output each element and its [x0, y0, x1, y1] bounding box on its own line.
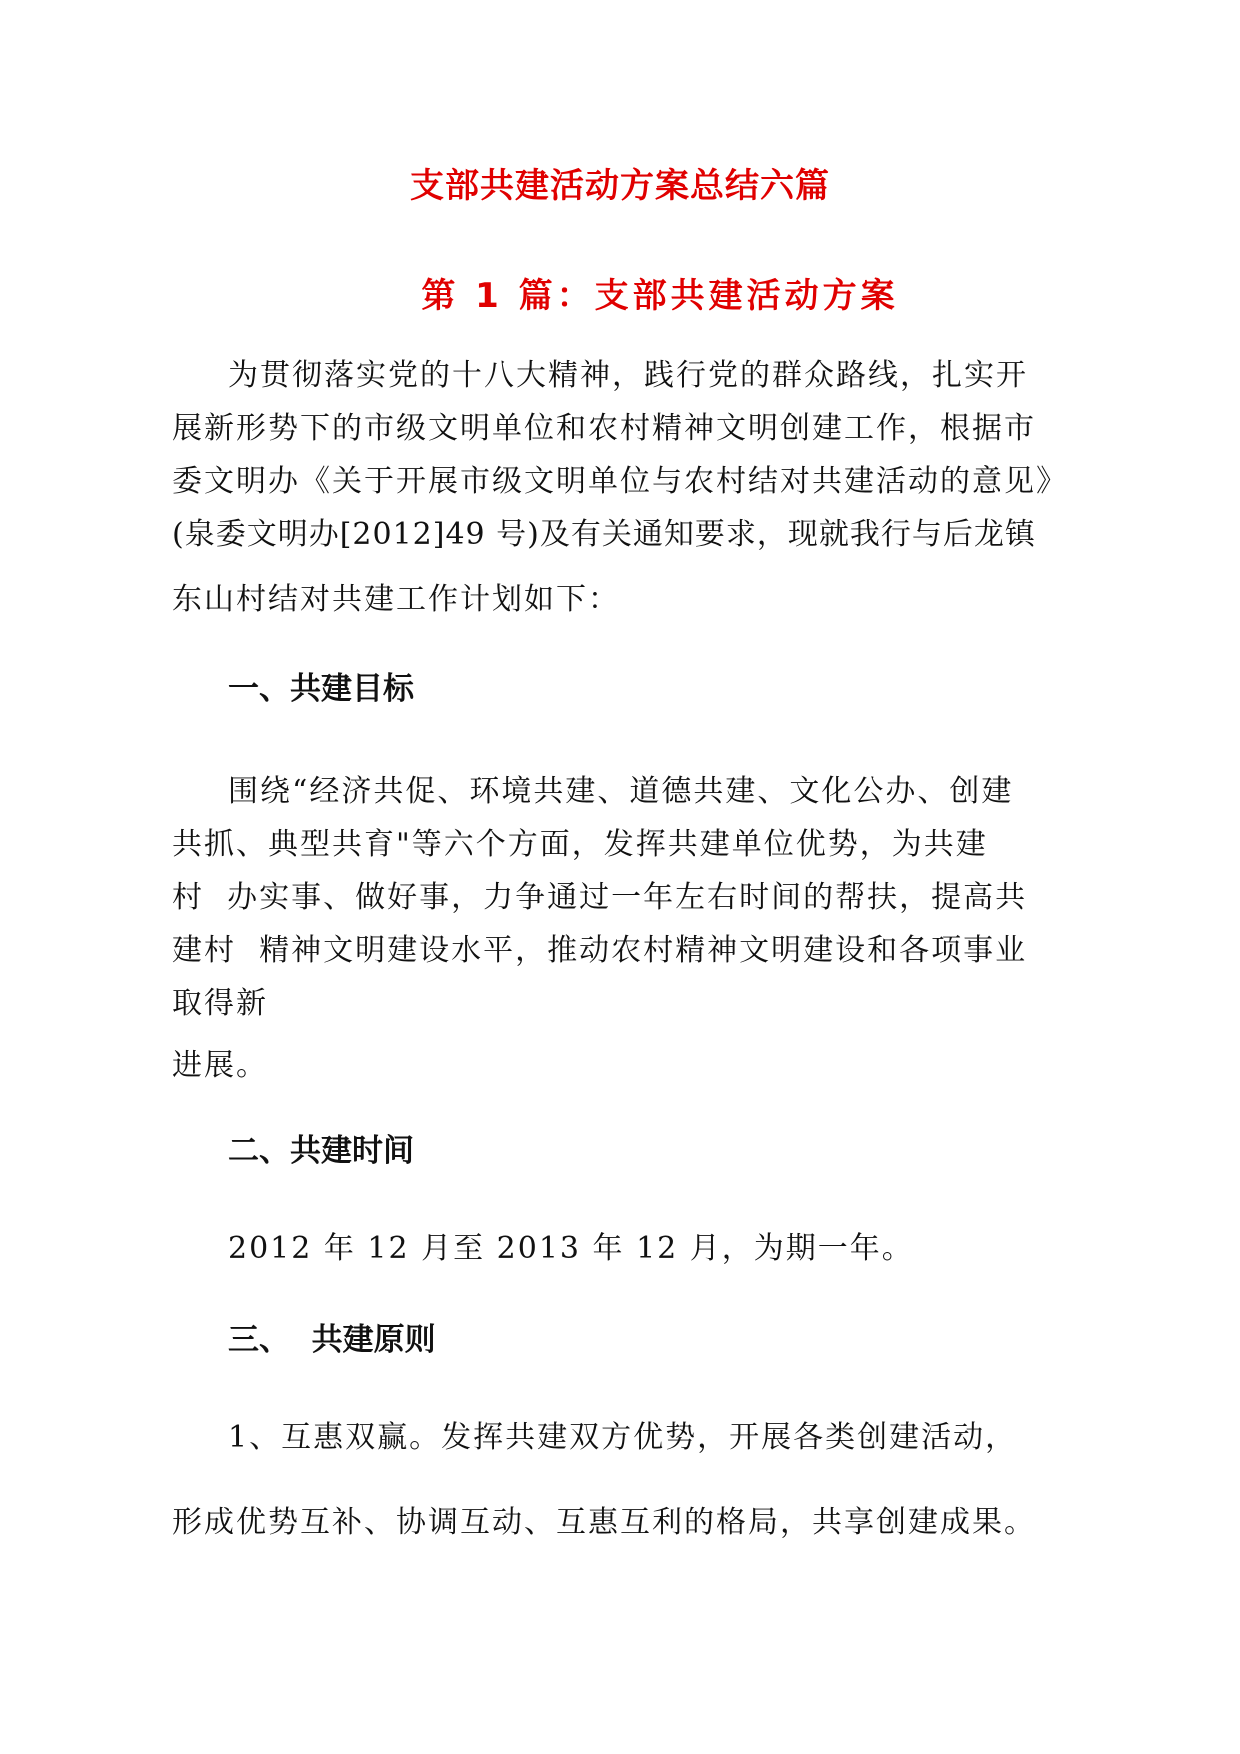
paragraph-line: 建村 精神文明建设水平，推动农村精神文明建设和各项事业 [172, 933, 1028, 968]
paragraph-line: 取得新 [172, 986, 268, 1021]
paragraph-line: 东山村结对共建工作计划如下： [172, 582, 620, 617]
section-title: 第 1 篇：支部共建活动方案 [421, 276, 899, 316]
paragraph-line: 围绕“经济共促、环境共建、道德共建、文化公办、创建 [228, 774, 1014, 809]
section-heading: 二、共建时间 [228, 1133, 414, 1169]
paragraph-line: 2012 年 12 月至 2013 年 12 月，为期一年。 [228, 1231, 914, 1266]
section-heading: 三、 共建原则 [228, 1322, 436, 1358]
paragraph-line: 委文明办《关于开展市级文明单位与农村结对共建活动的意见》 [172, 464, 1068, 499]
paragraph-line: 形成优势互补、协调互动、互惠互利的格局，共享创建成果。 [172, 1505, 1036, 1540]
paragraph-line: 为贯彻落实党的十八大精神，践行党的群众路线，扎实开 [228, 358, 1028, 393]
paragraph-line: (泉委文明办[2012]49 号)及有关通知要求，现就我行与后龙镇 [172, 517, 1036, 552]
paragraph-line: 共抓、典型共育"等六个方面，发挥共建单位优势，为共建 [172, 827, 988, 862]
document-title: 支部共建活动方案总结六篇 [410, 166, 830, 206]
paragraph-line: 进展。 [172, 1048, 268, 1083]
paragraph-line: 1、互惠双赢。发挥共建双方优势，开展各类创建活动， [228, 1420, 1018, 1455]
section-heading: 一、共建目标 [228, 671, 414, 707]
paragraph-line: 展新形势下的市级文明单位和农村精神文明创建工作，根据市 [172, 411, 1036, 446]
paragraph-line: 村 办实事、做好事，力争通过一年左右时间的帮扶，提高共 [172, 880, 1028, 915]
